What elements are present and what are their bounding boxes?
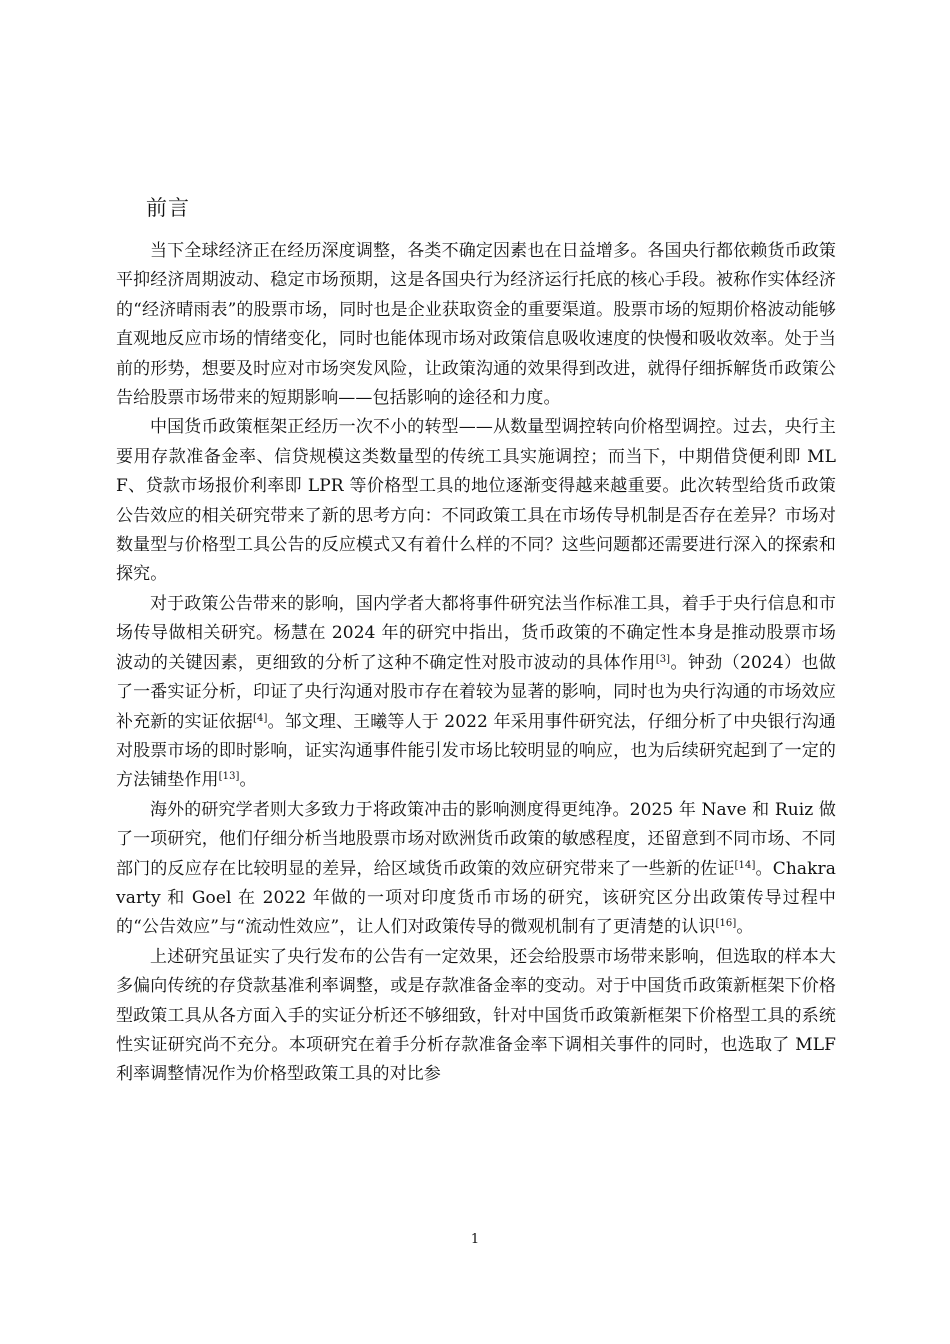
section-heading: 前言 [146,196,190,220]
paragraph-4-text-1: 海外的研究学者则大多致力于将政策冲击的影响测度得更纯净。2025 年 Nave 和 Ruiz 做了一项研究，他们仔细分析当地股票市场对欧洲货币政策的敏感程度，还留意到不同市场、不同部门的反应存在比较明显的差异，给区域货币政策的效应研究带来了一些新的佐证 [116,799,836,879]
paragraph-4-text-3: 。 [736,917,754,938]
paragraph-4-text-2: 。Chakravarty 和 Goel 在 2022 年做的一项对印度货币市场的研究，该研究区分出政策传导过程中的“公告效应”与“流动性效应”，让人们对政策传导的微观机制有了更清楚的认识 [116,858,836,938]
paragraph-4 [116,796,836,943]
paragraph-1: 当下全球经济正在经历深度调整，各类不确定因素也在日益增多。各国央行都依赖货币政策平抑经济周期波动、稳定市场预期，这是各国央行为经济运行托底的核心手段。被称作实体经济的“经济晴雨表”的股票市场，同时也是企业获取资金的重要渠道。股票市场的短期价格波动能够直观地反应市场的情绪变化，同时也能体现市场对政策信息吸收速度的快慢和吸收效率。处于当前的形势，想要及时应对市场突发风险，让政策沟通的效果得到改进，就得仔细拆解货币政策公告给股票市场带来的短期影响——包括影响的途径和力度。 [116,241,836,409]
paragraph-3-text-3: 。邹文理、王曦等人于 2022 年采用事件研究法，仔细分析了中央银行沟通对股票市场的即时影响，证实沟通事件能引发市场比较明显的响应，也为后续研究起到了一定的方法铺垫作用 [116,711,836,791]
page-number: 1 [470,1232,480,1247]
citation-ref: [3] [655,653,671,665]
paragraph-3-text-4: 。 [239,770,257,791]
paragraph-2: 中国货币政策框架正经历一次不小的转型——从数量型调控转向价格型调控。过去，央行主要用存款准备金率、信贷规模这类数量型的传统工具实施调控；而当下，中期借贷便利即 MLF、贷款市场报价利率即 LPR 等价格型工具的地位逐渐变得越来越重要。此次转型给货币政策公告效应的相关研究带来了新的思考方向：不同政策工具在市场传导机制是否存在差异？市场对数量型与价格型工具公告的反应模式又有着什么样的不同？这些问题都还需要进行深入的探索和探究。 [116,417,836,585]
paragraph-3 [116,590,836,796]
paragraph-5: 上述研究虽证实了央行发布的公告有一定效果，还会给股票市场带来影响，但选取的样本大多偏向传统的存贷款基准利率调整，或是存款准备金率的变动。对于中国货币政策新框架下价格型政策工具从各方面入手的实证分析还不够细致，针对中国货币政策新框架下价格型工具的系统性实证研究尚不充分。本项研究在着手分析存款准备金率下调相关事件的同时，也选取了 MLF 利率调整情况作为价格型政策工具的对比参 [116,946,836,1085]
citation-ref: [14] [734,859,756,871]
citation-ref: [13] [218,771,240,783]
citation-ref: [4] [253,712,268,724]
paragraph-3-text-2: 。钟劲（2024）也做了一番实证分析，印证了央行沟通对股市存在着较为显著的影响，同时也为央行沟通的市场效应补充新的实证依据 [116,652,836,732]
body-text [116,237,836,1090]
citation-ref: [16] [715,918,737,930]
paragraph-3-text-1: 对于政策公告带来的影响，国内学者大都将事件研究法当作标准工具，着手于央行信息和市场传导做相关研究。杨慧在 2024 年的研究中指出，货币政策的不确定性本身是推动股票市场波动的关键因素，更细致的分析了这种不确定性对股市波动的具体作用 [116,593,836,673]
